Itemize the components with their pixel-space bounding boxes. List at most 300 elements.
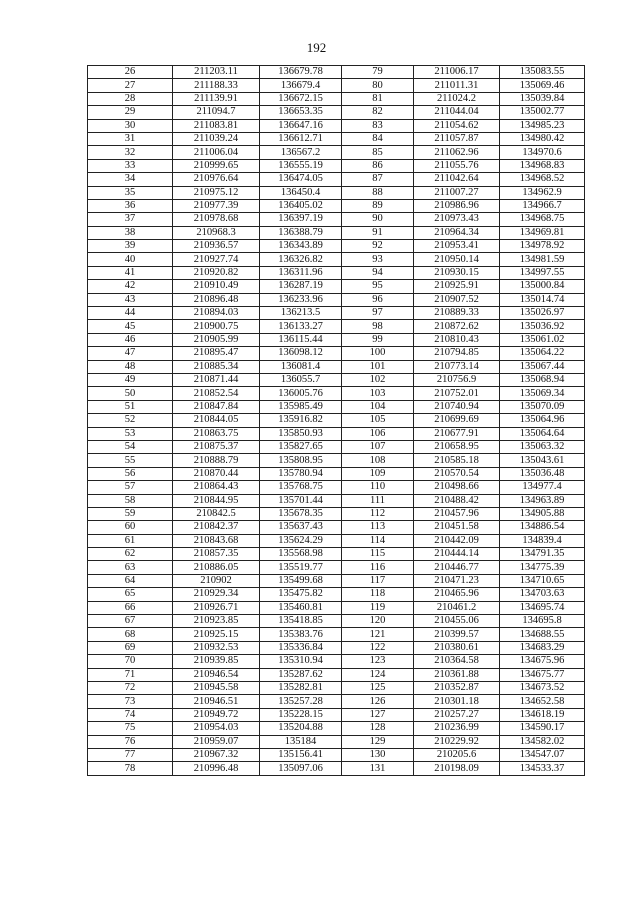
y-coordinate-right: 135061.02 <box>500 333 585 346</box>
y-coordinate-right: 134791.35 <box>500 548 585 561</box>
table-row <box>88 588 585 601</box>
table-row <box>88 681 585 694</box>
x-coordinate-left: 211188.33 <box>173 79 260 92</box>
point-number-right: 129 <box>342 735 414 748</box>
point-number-left: 39 <box>88 240 173 253</box>
point-number-left: 33 <box>88 159 173 172</box>
x-coordinate-right: 210446.77 <box>414 561 500 574</box>
y-coordinate-left: 135383.76 <box>260 628 342 641</box>
point-number-right: 118 <box>342 588 414 601</box>
table-row <box>88 226 585 239</box>
point-number-right: 131 <box>342 762 414 775</box>
coordinates-table <box>87 65 585 776</box>
point-number-left: 53 <box>88 427 173 440</box>
x-coordinate-right: 210953.41 <box>414 240 500 253</box>
x-coordinate-right: 210444.14 <box>414 548 500 561</box>
y-coordinate-right: 135036.92 <box>500 320 585 333</box>
table-row <box>88 360 585 373</box>
table-row <box>88 427 585 440</box>
x-coordinate-left: 210895.47 <box>173 347 260 360</box>
point-number-right: 106 <box>342 427 414 440</box>
y-coordinate-right: 135000.84 <box>500 280 585 293</box>
table-row <box>88 307 585 320</box>
y-coordinate-left: 135336.84 <box>260 641 342 654</box>
y-coordinate-right: 134997.55 <box>500 266 585 279</box>
y-coordinate-left: 136567.2 <box>260 146 342 159</box>
y-coordinate-left: 136115.44 <box>260 333 342 346</box>
x-coordinate-left: 210842.37 <box>173 521 260 534</box>
y-coordinate-right: 134963.89 <box>500 494 585 507</box>
x-coordinate-right: 210301.18 <box>414 695 500 708</box>
y-coordinate-left: 136653.35 <box>260 106 342 119</box>
y-coordinate-right: 134775.39 <box>500 561 585 574</box>
x-coordinate-left: 210886.05 <box>173 561 260 574</box>
table-row <box>88 92 585 105</box>
point-number-left: 61 <box>88 534 173 547</box>
x-coordinate-right: 210352.87 <box>414 681 500 694</box>
point-number-right: 102 <box>342 373 414 386</box>
point-number-right: 130 <box>342 748 414 761</box>
x-coordinate-right: 210471.23 <box>414 574 500 587</box>
x-coordinate-left: 210925.15 <box>173 628 260 641</box>
point-number-right: 95 <box>342 280 414 293</box>
point-number-right: 83 <box>342 119 414 132</box>
x-coordinate-right: 210205.6 <box>414 748 500 761</box>
point-number-left: 31 <box>88 132 173 145</box>
point-number-left: 26 <box>88 66 173 79</box>
x-coordinate-right: 210810.43 <box>414 333 500 346</box>
x-coordinate-right: 210773.14 <box>414 360 500 373</box>
x-coordinate-right: 211042.64 <box>414 173 500 186</box>
table-row <box>88 106 585 119</box>
table-row <box>88 615 585 628</box>
point-number-right: 105 <box>342 414 414 427</box>
table-row <box>88 199 585 212</box>
point-number-right: 127 <box>342 708 414 721</box>
x-coordinate-right: 211006.17 <box>414 66 500 79</box>
table-row <box>88 213 585 226</box>
table-row <box>88 548 585 561</box>
point-number-right: 108 <box>342 454 414 467</box>
x-coordinate-right: 210964.34 <box>414 226 500 239</box>
y-coordinate-left: 135701.44 <box>260 494 342 507</box>
y-coordinate-right: 134683.29 <box>500 641 585 654</box>
table-row <box>88 146 585 159</box>
x-coordinate-right: 211044.04 <box>414 106 500 119</box>
point-number-left: 35 <box>88 186 173 199</box>
x-coordinate-left: 210967.32 <box>173 748 260 761</box>
point-number-left: 37 <box>88 213 173 226</box>
y-coordinate-left: 135827.65 <box>260 440 342 453</box>
y-coordinate-left: 135808.95 <box>260 454 342 467</box>
table-row <box>88 695 585 708</box>
x-coordinate-right: 210658.95 <box>414 440 500 453</box>
y-coordinate-left: 135985.49 <box>260 400 342 413</box>
y-coordinate-left: 135228.15 <box>260 708 342 721</box>
y-coordinate-left: 135184 <box>260 735 342 748</box>
x-coordinate-right: 210973.43 <box>414 213 500 226</box>
x-coordinate-left: 211039.24 <box>173 132 260 145</box>
y-coordinate-left: 136287.19 <box>260 280 342 293</box>
point-number-right: 96 <box>342 293 414 306</box>
y-coordinate-right: 135036.48 <box>500 467 585 480</box>
x-coordinate-left: 211139.91 <box>173 92 260 105</box>
point-number-right: 101 <box>342 360 414 373</box>
point-number-right: 93 <box>342 253 414 266</box>
x-coordinate-left: 210968.3 <box>173 226 260 239</box>
point-number-right: 112 <box>342 507 414 520</box>
y-coordinate-right: 134652.58 <box>500 695 585 708</box>
point-number-right: 111 <box>342 494 414 507</box>
point-number-right: 91 <box>342 226 414 239</box>
table-row <box>88 708 585 721</box>
x-coordinate-right: 211062.96 <box>414 146 500 159</box>
point-number-left: 45 <box>88 320 173 333</box>
x-coordinate-left: 210894.03 <box>173 307 260 320</box>
y-coordinate-right: 134977.4 <box>500 481 585 494</box>
point-number-left: 41 <box>88 266 173 279</box>
point-number-left: 43 <box>88 293 173 306</box>
x-coordinate-left: 210939.85 <box>173 655 260 668</box>
y-coordinate-left: 136647.16 <box>260 119 342 132</box>
x-coordinate-left: 210975.12 <box>173 186 260 199</box>
point-number-right: 113 <box>342 521 414 534</box>
table-row <box>88 347 585 360</box>
point-number-right: 81 <box>342 92 414 105</box>
point-number-left: 38 <box>88 226 173 239</box>
y-coordinate-left: 135204.88 <box>260 722 342 735</box>
table-row <box>88 735 585 748</box>
x-coordinate-left: 211083.81 <box>173 119 260 132</box>
y-coordinate-right: 134985.23 <box>500 119 585 132</box>
y-coordinate-right: 134618.19 <box>500 708 585 721</box>
page-number: 192 <box>306 40 327 55</box>
table-row <box>88 655 585 668</box>
point-number-right: 114 <box>342 534 414 547</box>
point-number-right: 120 <box>342 615 414 628</box>
table-row <box>88 320 585 333</box>
point-number-right: 128 <box>342 722 414 735</box>
y-coordinate-left: 135282.81 <box>260 681 342 694</box>
point-number-left: 66 <box>88 601 173 614</box>
y-coordinate-left: 135519.77 <box>260 561 342 574</box>
point-number-left: 52 <box>88 414 173 427</box>
table-row <box>88 454 585 467</box>
x-coordinate-right: 210756.9 <box>414 373 500 386</box>
point-number-right: 92 <box>342 240 414 253</box>
table-row <box>88 494 585 507</box>
table-row <box>88 467 585 480</box>
y-coordinate-right: 134533.37 <box>500 762 585 775</box>
x-coordinate-right: 210585.18 <box>414 454 500 467</box>
y-coordinate-right: 135063.32 <box>500 440 585 453</box>
y-coordinate-right: 134673.52 <box>500 681 585 694</box>
point-number-right: 82 <box>342 106 414 119</box>
point-number-right: 122 <box>342 641 414 654</box>
table-row <box>88 280 585 293</box>
x-coordinate-right: 210907.52 <box>414 293 500 306</box>
y-coordinate-left: 136405.02 <box>260 199 342 212</box>
table-row <box>88 521 585 534</box>
y-coordinate-left: 136055.7 <box>260 373 342 386</box>
y-coordinate-right: 134978.92 <box>500 240 585 253</box>
point-number-left: 44 <box>88 307 173 320</box>
y-coordinate-right: 134970.6 <box>500 146 585 159</box>
y-coordinate-right: 134886.54 <box>500 521 585 534</box>
x-coordinate-left: 210920.82 <box>173 266 260 279</box>
x-coordinate-left: 211006.04 <box>173 146 260 159</box>
point-number-left: 36 <box>88 199 173 212</box>
x-coordinate-right: 210889.33 <box>414 307 500 320</box>
x-coordinate-right: 210380.61 <box>414 641 500 654</box>
x-coordinate-left: 210976.64 <box>173 173 260 186</box>
x-coordinate-left: 210842.5 <box>173 507 260 520</box>
y-coordinate-right: 134590.17 <box>500 722 585 735</box>
table-row <box>88 186 585 199</box>
x-coordinate-left: 210875.37 <box>173 440 260 453</box>
x-coordinate-right: 210361.88 <box>414 668 500 681</box>
x-coordinate-left: 210885.34 <box>173 360 260 373</box>
point-number-right: 123 <box>342 655 414 668</box>
y-coordinate-left: 135850.93 <box>260 427 342 440</box>
x-coordinate-right: 210451.58 <box>414 521 500 534</box>
point-number-left: 64 <box>88 574 173 587</box>
x-coordinate-left: 210905.99 <box>173 333 260 346</box>
x-coordinate-right: 210794.85 <box>414 347 500 360</box>
x-coordinate-left: 210926.71 <box>173 601 260 614</box>
point-number-right: 87 <box>342 173 414 186</box>
table-row <box>88 240 585 253</box>
point-number-left: 59 <box>88 507 173 520</box>
x-coordinate-right: 210950.14 <box>414 253 500 266</box>
y-coordinate-right: 135064.22 <box>500 347 585 360</box>
y-coordinate-right: 134980.42 <box>500 132 585 145</box>
table-row <box>88 641 585 654</box>
table-row <box>88 66 585 79</box>
x-coordinate-right: 210752.01 <box>414 387 500 400</box>
point-number-right: 115 <box>342 548 414 561</box>
point-number-left: 63 <box>88 561 173 574</box>
y-coordinate-left: 135568.98 <box>260 548 342 561</box>
point-number-left: 48 <box>88 360 173 373</box>
point-number-right: 107 <box>342 440 414 453</box>
point-number-left: 76 <box>88 735 173 748</box>
y-coordinate-left: 135916.82 <box>260 414 342 427</box>
x-coordinate-left: 210844.05 <box>173 414 260 427</box>
point-number-left: 30 <box>88 119 173 132</box>
x-coordinate-right: 210229.92 <box>414 735 500 748</box>
point-number-left: 46 <box>88 333 173 346</box>
point-number-right: 97 <box>342 307 414 320</box>
y-coordinate-left: 135780.94 <box>260 467 342 480</box>
point-number-left: 28 <box>88 92 173 105</box>
y-coordinate-left: 136388.79 <box>260 226 342 239</box>
table-row <box>88 266 585 279</box>
point-number-left: 73 <box>88 695 173 708</box>
x-coordinate-right: 210930.15 <box>414 266 500 279</box>
x-coordinate-right: 210488.42 <box>414 494 500 507</box>
x-coordinate-right: 210364.58 <box>414 655 500 668</box>
y-coordinate-right: 134703.63 <box>500 588 585 601</box>
point-number-left: 57 <box>88 481 173 494</box>
y-coordinate-right: 134710.65 <box>500 574 585 587</box>
y-coordinate-right: 134905.88 <box>500 507 585 520</box>
x-coordinate-right: 210925.91 <box>414 280 500 293</box>
table-row <box>88 414 585 427</box>
x-coordinate-left: 210896.48 <box>173 293 260 306</box>
y-coordinate-right: 134547.07 <box>500 748 585 761</box>
x-coordinate-right: 210236.99 <box>414 722 500 735</box>
table-row <box>88 481 585 494</box>
y-coordinate-left: 135257.28 <box>260 695 342 708</box>
y-coordinate-left: 135460.81 <box>260 601 342 614</box>
y-coordinate-left: 136474.05 <box>260 173 342 186</box>
table-row <box>88 628 585 641</box>
x-coordinate-left: 210945.58 <box>173 681 260 694</box>
point-number-right: 110 <box>342 481 414 494</box>
point-number-right: 126 <box>342 695 414 708</box>
x-coordinate-left: 210910.49 <box>173 280 260 293</box>
x-coordinate-left: 210999.65 <box>173 159 260 172</box>
table-row <box>88 722 585 735</box>
x-coordinate-left: 210996.48 <box>173 762 260 775</box>
y-coordinate-right: 134688.55 <box>500 628 585 641</box>
x-coordinate-left: 210888.79 <box>173 454 260 467</box>
table-row <box>88 668 585 681</box>
x-coordinate-right: 210455.06 <box>414 615 500 628</box>
y-coordinate-left: 135768.75 <box>260 481 342 494</box>
y-coordinate-left: 136397.19 <box>260 213 342 226</box>
y-coordinate-left: 135287.62 <box>260 668 342 681</box>
x-coordinate-right: 210461.2 <box>414 601 500 614</box>
y-coordinate-left: 136311.96 <box>260 266 342 279</box>
y-coordinate-right: 134969.81 <box>500 226 585 239</box>
point-number-right: 89 <box>342 199 414 212</box>
y-coordinate-right: 135069.46 <box>500 79 585 92</box>
y-coordinate-right: 135014.74 <box>500 293 585 306</box>
y-coordinate-left: 136081.4 <box>260 360 342 373</box>
x-coordinate-left: 210954.03 <box>173 722 260 735</box>
point-number-right: 100 <box>342 347 414 360</box>
x-coordinate-right: 210699.69 <box>414 414 500 427</box>
table-row <box>88 762 585 775</box>
y-coordinate-right: 135070.09 <box>500 400 585 413</box>
y-coordinate-left: 135499.68 <box>260 574 342 587</box>
point-number-left: 51 <box>88 400 173 413</box>
table-row <box>88 601 585 614</box>
x-coordinate-right: 211057.87 <box>414 132 500 145</box>
table-row <box>88 561 585 574</box>
y-coordinate-right: 134962.9 <box>500 186 585 199</box>
x-coordinate-left: 210843.68 <box>173 534 260 547</box>
x-coordinate-right: 211054.62 <box>414 119 500 132</box>
point-number-right: 104 <box>342 400 414 413</box>
x-coordinate-right: 210399.57 <box>414 628 500 641</box>
x-coordinate-right: 210457.96 <box>414 507 500 520</box>
y-coordinate-left: 136098.12 <box>260 347 342 360</box>
table-row <box>88 400 585 413</box>
point-number-left: 78 <box>88 762 173 775</box>
table-row <box>88 132 585 145</box>
x-coordinate-right: 210677.91 <box>414 427 500 440</box>
x-coordinate-left: 210923.85 <box>173 615 260 628</box>
y-coordinate-left: 135156.41 <box>260 748 342 761</box>
y-coordinate-right: 135043.61 <box>500 454 585 467</box>
point-number-right: 124 <box>342 668 414 681</box>
x-coordinate-left: 210932.53 <box>173 641 260 654</box>
x-coordinate-left: 210977.39 <box>173 199 260 212</box>
point-number-right: 121 <box>342 628 414 641</box>
y-coordinate-left: 136213.5 <box>260 307 342 320</box>
y-coordinate-left: 136343.89 <box>260 240 342 253</box>
table-row <box>88 253 585 266</box>
y-coordinate-right: 135064.96 <box>500 414 585 427</box>
point-number-left: 29 <box>88 106 173 119</box>
point-number-left: 56 <box>88 467 173 480</box>
point-number-right: 80 <box>342 79 414 92</box>
y-coordinate-right: 134981.59 <box>500 253 585 266</box>
point-number-left: 47 <box>88 347 173 360</box>
y-coordinate-right: 134968.83 <box>500 159 585 172</box>
y-coordinate-right: 134968.75 <box>500 213 585 226</box>
x-coordinate-left: 210852.54 <box>173 387 260 400</box>
point-number-left: 32 <box>88 146 173 159</box>
table-row <box>88 173 585 186</box>
x-coordinate-left: 210847.84 <box>173 400 260 413</box>
point-number-right: 109 <box>342 467 414 480</box>
y-coordinate-right: 135002.77 <box>500 106 585 119</box>
y-coordinate-left: 135418.85 <box>260 615 342 628</box>
x-coordinate-right: 210257.27 <box>414 708 500 721</box>
point-number-right: 103 <box>342 387 414 400</box>
x-coordinate-left: 210949.72 <box>173 708 260 721</box>
x-coordinate-left: 210902 <box>173 574 260 587</box>
point-number-left: 69 <box>88 641 173 654</box>
x-coordinate-left: 210959.07 <box>173 735 260 748</box>
point-number-left: 71 <box>88 668 173 681</box>
table-row <box>88 507 585 520</box>
table-row <box>88 119 585 132</box>
coordinates-table-body <box>88 66 585 776</box>
point-number-left: 27 <box>88 79 173 92</box>
y-coordinate-left: 136612.71 <box>260 132 342 145</box>
point-number-left: 34 <box>88 173 173 186</box>
x-coordinate-left: 210936.57 <box>173 240 260 253</box>
point-number-left: 74 <box>88 708 173 721</box>
point-number-right: 84 <box>342 132 414 145</box>
y-coordinate-right: 134695.74 <box>500 601 585 614</box>
x-coordinate-right: 210498.66 <box>414 481 500 494</box>
table-row <box>88 748 585 761</box>
point-number-left: 65 <box>88 588 173 601</box>
x-coordinate-right: 210442.09 <box>414 534 500 547</box>
point-number-left: 58 <box>88 494 173 507</box>
y-coordinate-right: 135083.55 <box>500 66 585 79</box>
y-coordinate-left: 136555.19 <box>260 159 342 172</box>
point-number-right: 98 <box>342 320 414 333</box>
y-coordinate-right: 134675.96 <box>500 655 585 668</box>
y-coordinate-right: 135069.34 <box>500 387 585 400</box>
point-number-left: 77 <box>88 748 173 761</box>
x-coordinate-left: 210946.54 <box>173 668 260 681</box>
point-number-left: 62 <box>88 548 173 561</box>
x-coordinate-left: 210864.43 <box>173 481 260 494</box>
y-coordinate-left: 136672.15 <box>260 92 342 105</box>
y-coordinate-right: 134675.77 <box>500 668 585 681</box>
y-coordinate-right: 134695.8 <box>500 615 585 628</box>
point-number-right: 90 <box>342 213 414 226</box>
y-coordinate-left: 136133.27 <box>260 320 342 333</box>
